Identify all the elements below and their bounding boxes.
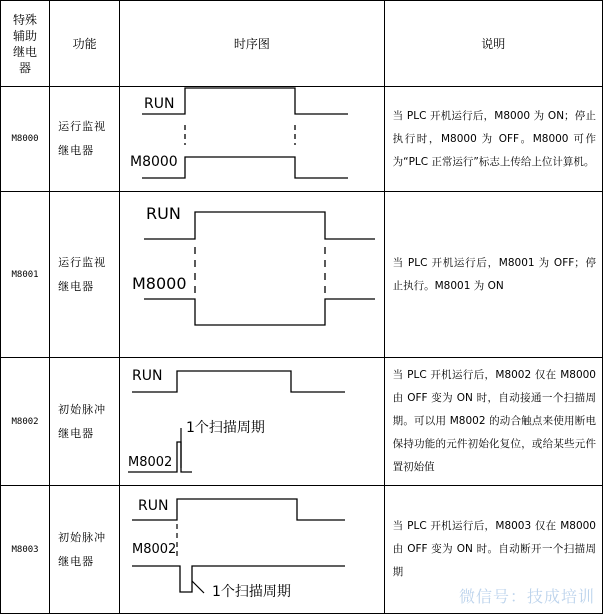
timing-diagram-cell (120, 192, 384, 358)
header-function: 功能 (50, 1, 120, 87)
relay-description: 当 PLC 开机运行后，M8001 为 OFF；停止执行。M8001 为 ON (384, 192, 602, 358)
relay-signal-label: M8002 (128, 455, 173, 470)
relay-signal-label: M8000 (130, 154, 178, 170)
timing-diagram-m8002 (120, 358, 384, 485)
header-timing-diagram: 时序图 (120, 1, 384, 87)
relay-waveform (144, 299, 375, 325)
relay-function (50, 87, 120, 192)
relay-function (50, 486, 120, 614)
timing-diagram-m8001 (120, 192, 384, 357)
header-line: 辅助 (13, 28, 38, 43)
relay-function (50, 192, 120, 358)
scan-cycle-pointer (192, 581, 204, 593)
function-line: 继电器 (58, 554, 95, 568)
header-line: 器 (19, 60, 32, 75)
function-line: 初始脉冲 (58, 530, 107, 544)
header-line: 继电 (13, 44, 38, 59)
timing-diagram-cell (120, 87, 384, 192)
scan-cycle-annotation: 1个扫描周期 (186, 420, 266, 436)
relay-description: 当 PLC 开机运行后，M8000 为 ON；停止执行时，M8000 为 OFF。M8000 可作为“PLC 正常运行”标志上传给上位计算机。 (384, 87, 602, 192)
timing-diagram-cell (120, 486, 384, 614)
timing-diagram-m8000 (120, 87, 384, 191)
table-row (1, 192, 603, 358)
header-description: 说明 (384, 1, 602, 87)
relay-signal-label: M8000 (132, 274, 187, 293)
function-line: 继电器 (58, 426, 95, 440)
function-line: 初始脉冲 (58, 402, 107, 416)
table-row (1, 358, 603, 486)
run-signal-label: RUN (132, 368, 163, 384)
relay-description: 当 PLC 开机运行后，M8003 仅在 M8000 由 OFF 变为 ON 时。自动断开一个扫描周期 (384, 486, 602, 614)
run-signal-label: RUN (146, 204, 181, 223)
relay-description: 当 PLC 开机运行后，M8002 仅在 M8000 由 OFF 变为 ON 时，自动接通一个扫描周期。可以用 M8002 的动合触点来使用断电保持功能的元件初始化复位，或给某些元件置初始值 (384, 358, 602, 486)
timing-diagram-cell (120, 358, 384, 486)
relay-address: M8000 (1, 87, 50, 192)
header-special-relay (1, 1, 50, 87)
timing-diagram-m8003 (120, 486, 384, 613)
header-row (1, 1, 603, 87)
relay-signal-label: M8002 (132, 542, 177, 557)
function-line: 继电器 (58, 279, 95, 293)
watermark: 微信号：技成培训 (458, 587, 595, 606)
function-line: 运行监视 (58, 255, 107, 269)
relay-function (50, 358, 120, 486)
run-signal-label: RUN (138, 498, 169, 514)
scan-cycle-annotation: 1个扫描周期 (212, 584, 292, 600)
function-line: 运行监视 (58, 120, 107, 133)
relay-address: M8001 (1, 192, 50, 358)
table-row (1, 87, 603, 192)
run-signal-label: RUN (144, 96, 175, 112)
run-waveform (132, 371, 345, 392)
relay-address: M8002 (1, 358, 50, 486)
function-line: 继电器 (58, 144, 95, 157)
header-line: 特殊 (13, 12, 38, 27)
relay-address: M8003 (1, 486, 50, 614)
